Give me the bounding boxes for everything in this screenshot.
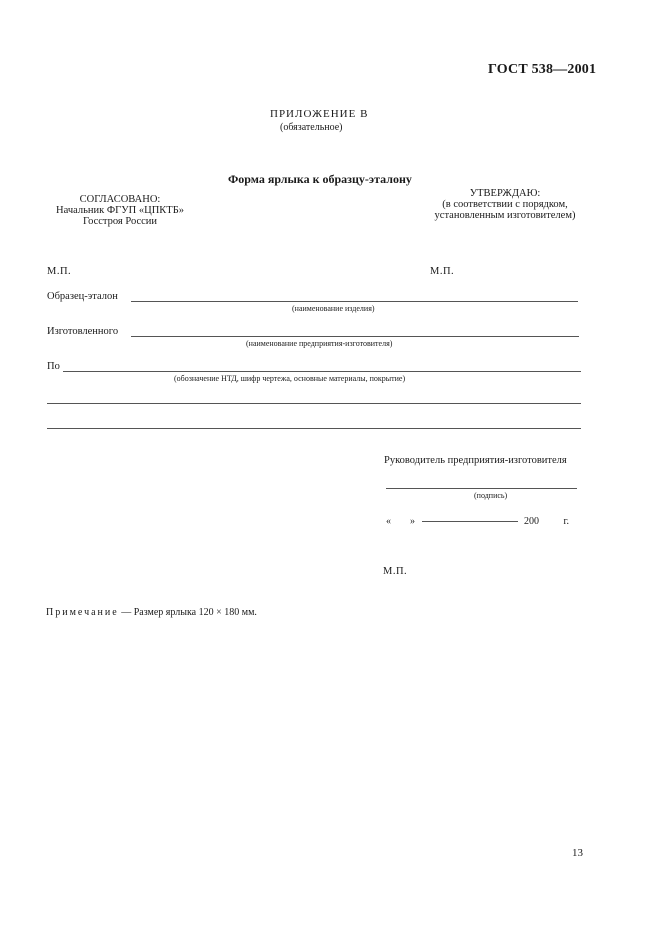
signature-caption: (подпись) xyxy=(474,491,508,500)
by-input-line[interactable] xyxy=(63,371,581,372)
signature-line[interactable] xyxy=(386,488,577,489)
approve-heading: УТВЕРЖДАЮ: xyxy=(469,188,541,199)
date-quote-close: » xyxy=(410,516,415,527)
page-number: 13 xyxy=(572,847,583,859)
by-label: По xyxy=(47,361,60,372)
agreed-block xyxy=(40,194,200,227)
approve-line2: установленным изготовителем) xyxy=(434,210,576,221)
annex-status: (обязательное) xyxy=(280,122,343,133)
form-title: Форма ярлыка к образцу-эталону xyxy=(228,172,412,186)
agreed-line2: Госстроя России xyxy=(82,216,158,227)
date-input-line[interactable] xyxy=(422,521,518,522)
sample-caption: (наименование изделия) xyxy=(292,304,375,313)
agreed-line1: Начальник ФГУП «ЦПКТБ» xyxy=(56,205,184,216)
document-code: ГОСТ 538—2001 xyxy=(488,62,597,77)
note xyxy=(46,607,257,618)
manufactured-caption: (наименование предприятия-изготовителя) xyxy=(246,339,393,348)
date-year: 200 xyxy=(524,516,539,527)
sample-label: Образец-эталон xyxy=(47,291,118,302)
blank-line-1[interactable] xyxy=(47,403,581,404)
note-dash: — xyxy=(121,607,132,618)
blank-line-2[interactable] xyxy=(47,428,581,429)
note-text: Размер ярлыка 120 × 180 мм. xyxy=(133,607,257,618)
approve-line1: (в соответствии с порядком, xyxy=(442,199,568,210)
stamp-bottom: М.П. xyxy=(383,566,408,577)
date-year-suffix: г. xyxy=(563,516,569,527)
date-quote-open: « xyxy=(386,516,391,527)
stamp-right: М.П. xyxy=(430,266,455,277)
annex-title: ПРИЛОЖЕНИЕ В xyxy=(270,108,369,120)
approve-block xyxy=(420,188,590,221)
stamp-left: М.П. xyxy=(47,266,72,277)
manufactured-label: Изготовленного xyxy=(47,326,119,337)
by-caption: (обозначение НТД, шифр чертежа, основные материалы, покрытие) xyxy=(174,374,406,383)
date-row xyxy=(386,516,569,527)
agreed-heading: СОГЛАСОВАНО: xyxy=(79,194,161,205)
manufactured-input-line[interactable] xyxy=(131,336,579,337)
note-label: Примечание xyxy=(46,607,119,618)
sample-input-line[interactable] xyxy=(131,301,578,302)
signature-title: Руководитель предприятия-изготовителя xyxy=(384,455,567,466)
